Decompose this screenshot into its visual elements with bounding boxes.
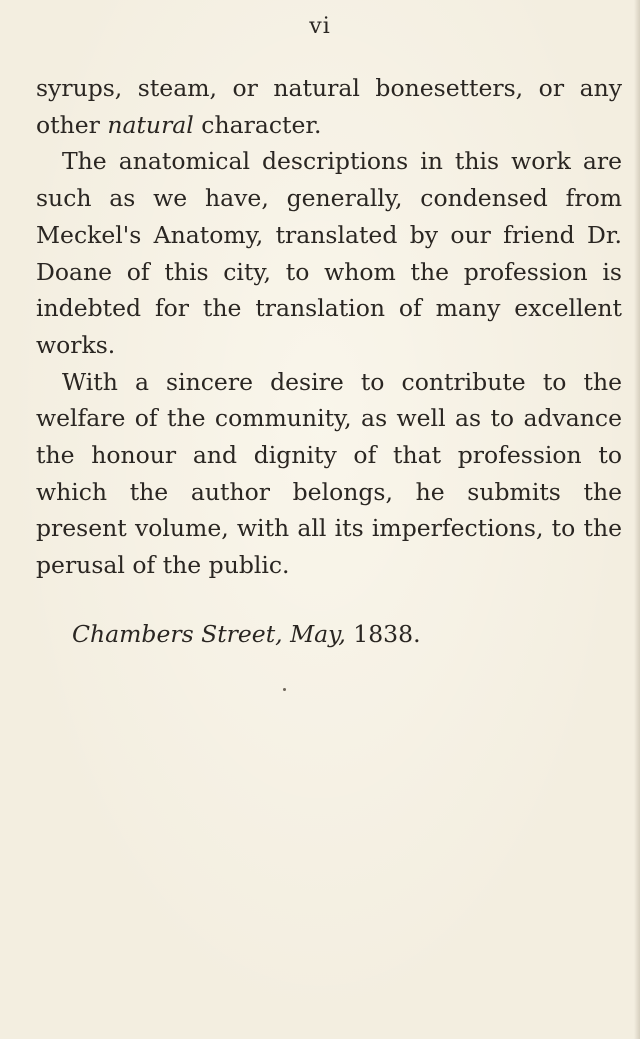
paragraph-1	[36, 70, 622, 143]
paragraph-2	[36, 143, 622, 363]
signature-date: 1838.	[353, 620, 421, 648]
ink-speck	[283, 688, 286, 691]
paragraph-1-italic-word: natural	[107, 110, 194, 139]
paragraph-3-text: With a sincere desire to contribute to the welfare of the community, as well as to advance the honour and dignity of that profession to which the author belongs, he submits the present volume, with all its imperfections, to the perusal of the public.	[36, 367, 622, 580]
signature-place: Chambers Street, May,	[72, 620, 346, 648]
body-text	[36, 70, 622, 584]
signature-line	[72, 620, 421, 648]
page-number: vi	[309, 14, 331, 39]
paragraph-1-text-a: syrups, steam, or natural bonesetters, or any other	[36, 74, 622, 139]
paragraph-1-text-b: character.	[193, 110, 322, 139]
paragraph-2-text: The anatomical descriptions in this work are such as we have, generally, condensed from Meckel's Anatomy, translated by our friend Dr. Doane of this city, to whom the profession is indebted for the translation of many excellent works.	[36, 147, 622, 359]
paragraph-3	[36, 364, 622, 584]
page-edge-shadow	[634, 0, 640, 1039]
